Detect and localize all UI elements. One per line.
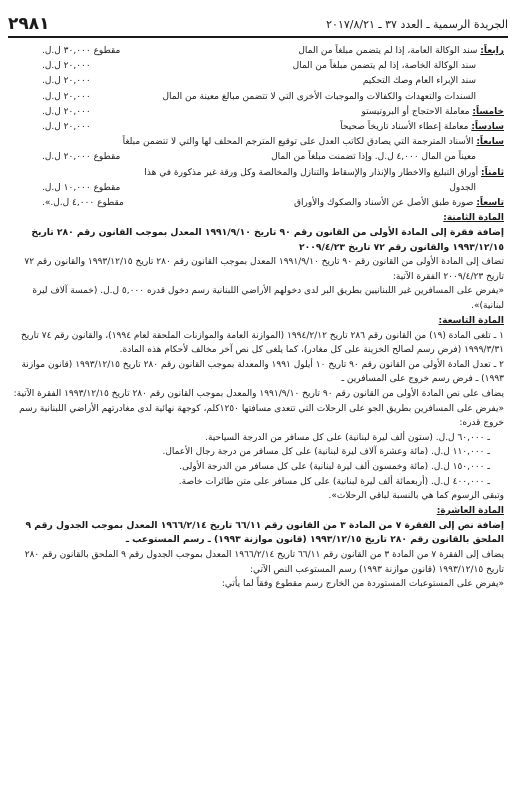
fee-amount: ٢٠,٠٠٠ ل.ل.: [42, 121, 91, 132]
article-9-item: ـ ١٥٠,٠٠٠ ل.ل. (مائة وخمسون ألف ليرة لبنانية) على كل مسافر من الدرجة الأولى.: [179, 461, 490, 472]
fee-amount: ٢٠,٠٠٠ ل.ل.: [42, 61, 91, 72]
fee-row: [12, 135, 504, 150]
fee-row: [12, 105, 504, 120]
document-body: [12, 44, 504, 592]
fee-row: [12, 74, 504, 89]
article-10-text: يضاف إلى الفقرة ٧ من المادة ٣ من القانون رقم ٦٦/١١ تاريخ ١٩٦٦/٢/١٤ المعدل بموجب الجدول رقم ٩ الملحق بالقانون رقم ٢٨٠ تاريخ ١٩٩٣/١٢/١٥ (قانون موازنة ١٩٩٣) رسم المستوعب النص الآتي:: [24, 549, 504, 575]
fee-text: صورة طبق الأصل عن الأسناد والصكوك والأوراق: [294, 197, 474, 208]
fee-row: [12, 181, 504, 196]
fee-text: الأسناد المترجمة التي يصادق لكاتب العدل على توقيع المترجم المحلف لها والتي لا تتضمن مبلغاً: [122, 137, 474, 148]
fee-label: سادساً:: [471, 121, 504, 132]
fee-row: [12, 150, 504, 165]
fee-text: معيناً من المال ٤,٠٠٠ ل.ل. وإذا تضمنت مبلغاً من المال: [271, 152, 476, 163]
fee-description: [298, 44, 504, 59]
fee-description: [340, 120, 504, 135]
fee-row: [12, 59, 504, 74]
fee-description: [361, 105, 504, 120]
fee-row: [12, 90, 504, 105]
fee-amount: مقطوع ٢٠,٠٠٠ ل.ل.: [42, 152, 121, 163]
article-8-quote: «يفرض على المسافرين غير اللبنانيين بطريق البر لدى دخولهم الأراضي اللبنانية رسم دخول قدره ٥,٠٠٠ ل.ل. (خمسة آلاف ليرة لبنانية)».: [32, 286, 504, 312]
fee-text: معاملة الاحتجاج أو البروتيستو: [361, 106, 470, 117]
fee-label: رابعاً:: [480, 46, 504, 56]
article-8-heading: المادة الثامنة:: [443, 213, 504, 224]
fee-label: سابعاً:: [476, 137, 504, 148]
article-9-para-1: ١ ـ تلغى المادة (١٩) من القانون رقم ٢٨٦ تاريخ ١٩٩٤/٢/١٢ (الموازنة العامة والموازنات الملحقة لعام ١٩٩٤)، والقانون رقم ٧٤ تاريخ ١٩٩٩/٣/٣١ (فرض رسم لصالح الخزينة على كل مغادر)، كما يلغى كل نص آخر مخالف لأحكام هذه المادة.: [20, 330, 504, 356]
gazette-title: الجريدة الرسمية ـ العدد ٣٧ ـ ٢٠١٧/٨/٢١: [326, 18, 508, 31]
article-9-item: ـ ١١٠,٠٠٠ ل.ل. (مائة وعشرة آلاف ليرة لبنانية) على كل مسافر من درجة رجال الأعمال.: [162, 447, 490, 458]
fee-label: خامساً:: [472, 106, 504, 117]
article-9-para-2: ٢ ـ تعدل المادة الأولى من القانون رقم ٩٠ تاريخ ١٠ أيلول ١٩٩١ والمعدلة بموجب القانون رقم ٢٨٠ تاريخ ١٩٩٣/١٢/١٥ (قانون موازنة ١٩٩٣) ـ فرض رسم خروج على المسافرين ـ: [21, 359, 504, 385]
fee-description: [144, 166, 504, 181]
article-10-intro: إضافة نص إلى الفقرة ٧ من المادة ٣ من القانون رقم ٦٦/١١ تاريخ ١٩٦٦/٢/١٤ المعدل بموجب الجدول رقم ٩ الملحق بالقانون رقم ٢٨٠ تاريخ ١٩٩٣/١٢/١٥ (قانون موازنة ١٩٩٣) ـ رسم المستوعب ـ: [25, 519, 504, 546]
article-9-heading: المادة التاسعة:: [438, 315, 504, 326]
article-10-quote: «يفرض على المستوعبات المستوردة من الخارج رسم مقطوع وفقاً لما يأتي:: [221, 579, 504, 590]
article-9-para-4: «يفرض على المسافرين بطريق الجو على الرحلات التي تتعدى مسافتها ١٢٥٠كلم، كوجهة نهائية لدى مغادرتهم الأراضي اللبنانية رسم خروج قدره:: [19, 403, 504, 429]
fee-description: [271, 150, 476, 165]
fee-schedule: [12, 44, 504, 211]
article-8-text: تضاف إلى المادة الأولى من القانون رقم ٩٠ تاريخ ١٩٩١/٩/١٠ المعدل بموجب القانون رقم ٢٨٠ تاريخ ١٩٩٣/١٢/١٥ والقانون رقم ٧٢ تاريخ ٢٠٠٩/٤/٢٣ الفقرة الآتية:: [24, 257, 504, 282]
fee-description: [363, 74, 476, 89]
fee-amount: مقطوع ٣٠,٠٠٠ ل.ل.: [42, 46, 121, 56]
page-header: [8, 14, 508, 38]
fee-amount: ٢٠,٠٠٠ ل.ل.: [42, 76, 91, 87]
fee-description: [449, 181, 476, 196]
fee-row: [12, 120, 504, 135]
fee-description: [293, 59, 476, 74]
fee-row: [12, 44, 504, 59]
fee-amount: مقطوع ١٠,٠٠٠ ل.ل.: [42, 182, 121, 193]
fee-description: [162, 90, 476, 105]
fee-row: [12, 166, 504, 181]
article-9-para-5: وتبقى الرسوم كما هي بالنسبة لباقي الرحلات».: [328, 491, 504, 502]
fee-label: تاسعاً:: [476, 197, 504, 208]
article-8-intro: إضافة فقرة إلى المادة الأولى من القانون رقم ٩٠ تاريخ ١٩٩١/٩/١٠ المعدل بموجب القانون رقم ٢٨٠ تاريخ ١٩٩٣/١٢/١٥ والقانون رقم ٧٢ تاريخ ٢٠٠٩/٤/٢٣: [31, 227, 504, 253]
fee-text: أوراق التبليغ والاخطار والإنذار والإسقاط والتنازل والمخالصة وكل ورقة غير مذكورة في هذا: [144, 167, 479, 178]
fee-text: معاملة إعطاء الأسناد تاريخاً صحيحاً: [340, 121, 469, 132]
fee-label: ثامناً:: [481, 167, 504, 178]
fee-text: الجدول: [449, 182, 476, 193]
page-number: ٢٩٨١: [8, 14, 50, 34]
article-9-item: ـ ٤٠٠,٠٠٠ ل.ل. (أربعمائة ألف ليرة لبنانية) على كل مسافر على متن طائرات خاصة.: [178, 476, 490, 487]
fee-text: سند الوكالة الخاصة، إذا لم يتضمن مبلغاً من المال: [292, 61, 476, 72]
article-9-para-3: يضاف على نص المادة الأولى من القانون رقم ٩٠ تاريخ ١٩٩١/٩/١٠ والمعدل بموجب القانون رقم ٢٨٠ تاريخ ١٩٩٣/١٢/١٥ الفقرة الآتية:: [13, 389, 504, 399]
fee-row: [12, 196, 504, 211]
fee-description: [123, 135, 504, 150]
fee-text: سند الإبراء العام وصك التحكيم: [362, 76, 476, 87]
article-10-heading: المادة العاشرة:: [436, 505, 504, 516]
fee-amount: ٢٠,٠٠٠ ل.ل.: [42, 106, 91, 117]
fee-description: [294, 196, 504, 211]
article-9-item: ـ ٦٠,٠٠٠ ل.ل. (ستون ألف ليرة لبنانية) على كل مسافر من الدرجة السياحية.: [205, 432, 490, 443]
fee-amount: مقطوع ٤,٠٠٠ ل.ل.».: [42, 197, 124, 208]
fee-text: السندات والتعهدات والكفالات والموجبات الأخرى التي لا تتضمن مبالغ معينة من المال: [162, 91, 476, 102]
fee-text: سند الوكالة العامة، إذا لم يتضمن مبلغاً من المال: [298, 46, 478, 56]
fee-amount: ٢٠,٠٠٠ ل.ل.: [42, 91, 91, 102]
